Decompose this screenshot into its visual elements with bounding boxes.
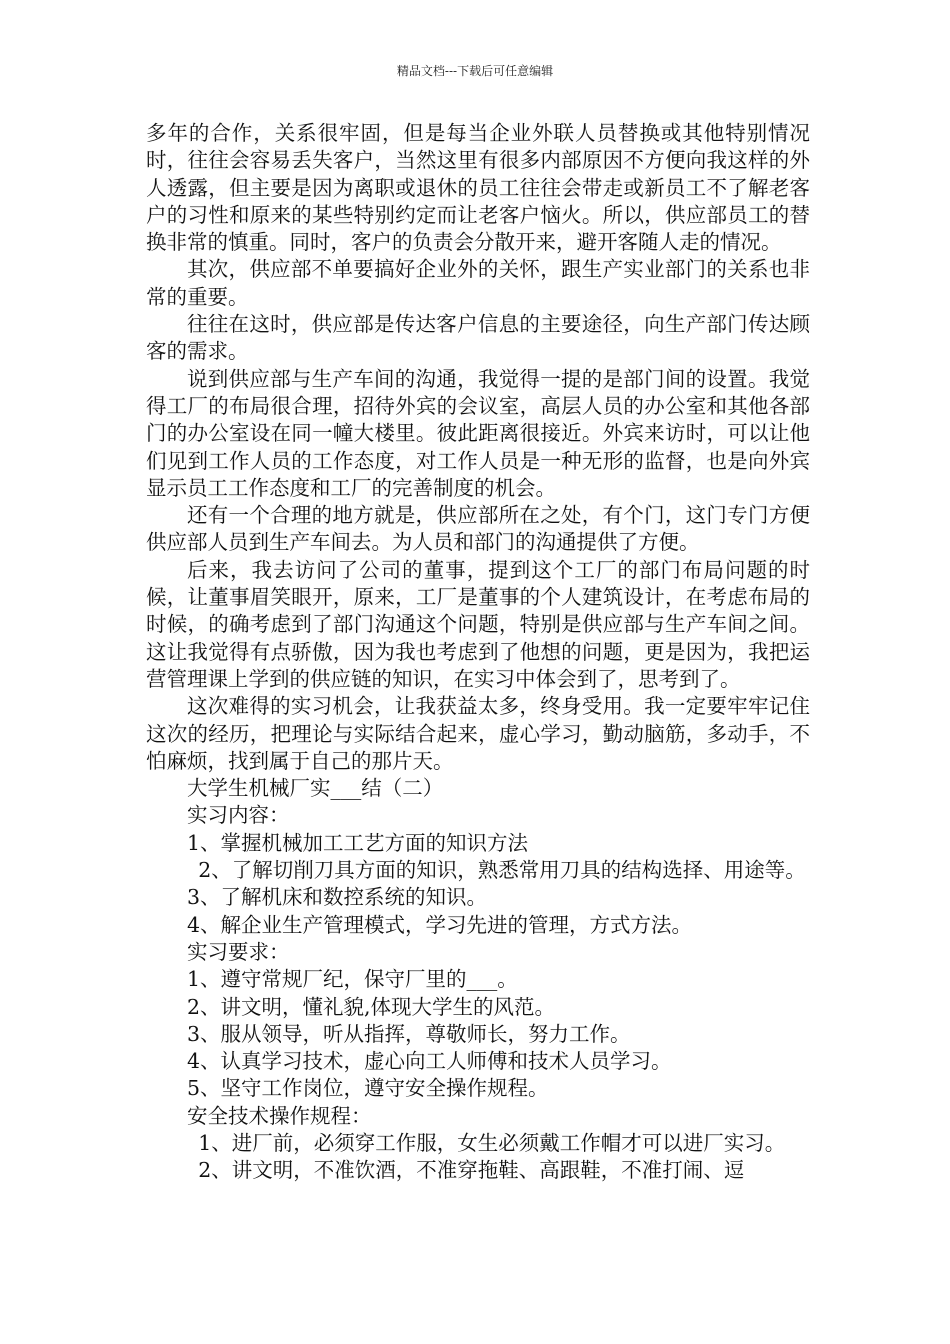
- list-item: 1、掌握机械加工工艺方面的知识方法: [187, 830, 529, 855]
- subsection-title: 实习内容：: [187, 803, 290, 828]
- list-item: 1、进厂前，必须穿工作服，女生必须戴工作帽才可以进厂实习。: [198, 1130, 786, 1155]
- paragraph: 说到供应部与生产车间的沟通，我觉得一提的是部门间的设置。我觉得工厂的布局很合理，招待外宾的会议室，高层人员的办公室和其他各部门的办公室设在同一幢大楼里。彼此距离很接近。外宾来访时，可以让他们见到工作人员的工作态度，对工作人员是一种无形的监督，也是向外宾显示员工工作态度和工厂的完善制度的机会。: [146, 366, 810, 500]
- subsection-title: 安全技术操作规程：: [187, 1103, 372, 1128]
- paragraph: 多年的合作，关系很牢固，但是每当企业外联人员替换或其他特别情况时，往往会容易丢失客户，当然这里有很多内部原因不方便向我这样的外人透露，但主要是因为离职或退休的员工往往会带走或新员工不了解老客户的习性和原来的某些特别约定而让老客户恼火。所以，供应部员工的替换非常的慎重。同时，客户的负责会分散开来，避开客随人走的情况。: [146, 121, 810, 255]
- paragraph: 还有一个合理的地方就是，供应部所在之处，有个门，这门专门方便供应部人员到生产车间去。为人员和部门的沟通提供了方便。: [146, 503, 810, 555]
- list-item: 1、遵守常规厂纪，保守厂里的___。: [187, 967, 518, 992]
- list-item: 2、了解切削刀具方面的知识，熟悉常用刀具的结构选择、用途等。: [198, 858, 806, 883]
- list-item: 2、讲文明，不准饮酒，不准穿拖鞋、高跟鞋，不准打闹、逗: [198, 1158, 745, 1183]
- paragraph: 这次难得的实习机会，让我获益太多，终身受用。我一定要牢牢记住这次的经历，把理论与实际结合起来，虚心学习，勤动脑筋，多动手，不怕麻烦，找到属于自己的那片天。: [146, 694, 810, 773]
- list-item: 4、认真学习技术，虚心向工人师傅和技术人员学习。: [187, 1049, 672, 1074]
- paragraph: 后来，我去访问了公司的董事，提到这个工厂的部门布局问题的时候，让董事眉笑眼开，原来，工厂是董事的个人建筑设计，在考虑布局的时候，的确考虑到了部门沟通这个问题，特别是供应部与生产车间之间。这让我觉得有点骄傲，因为我也考虑到了他想的问题，更是因为，我把运营管理课上学到的供应链的知识，在实习中体会到了，思考到了。: [146, 557, 810, 691]
- list-item: 3、服从领导，听从指挥，尊敬师长，努力工作。: [187, 1021, 631, 1046]
- list-item: 3、了解机床和数控系统的知识。: [187, 885, 488, 910]
- list-item: 2、讲文明，懂礼貌,体现大学生的风范。: [187, 994, 556, 1019]
- list-item: 4、解企业生产管理模式，学习先进的管理，方式方法。: [187, 912, 693, 937]
- subsection-title: 实习要求：: [187, 939, 290, 964]
- paragraph: 其次，供应部不单要搞好企业外的关怀，跟生产实业部门的关系也非常的重要。: [146, 257, 810, 309]
- document-body: [146, 120, 810, 1185]
- page-header: 精品文档---下载后可任意编辑: [396, 64, 554, 78]
- section-title: 大学生机械厂实___结（二）: [187, 776, 444, 801]
- list-item: 5、坚守工作岗位，遵守安全操作规程。: [187, 1076, 549, 1101]
- paragraph: 往往在这时，供应部是传达客户信息的主要途径，向生产部门传达顾客的需求。: [146, 312, 810, 364]
